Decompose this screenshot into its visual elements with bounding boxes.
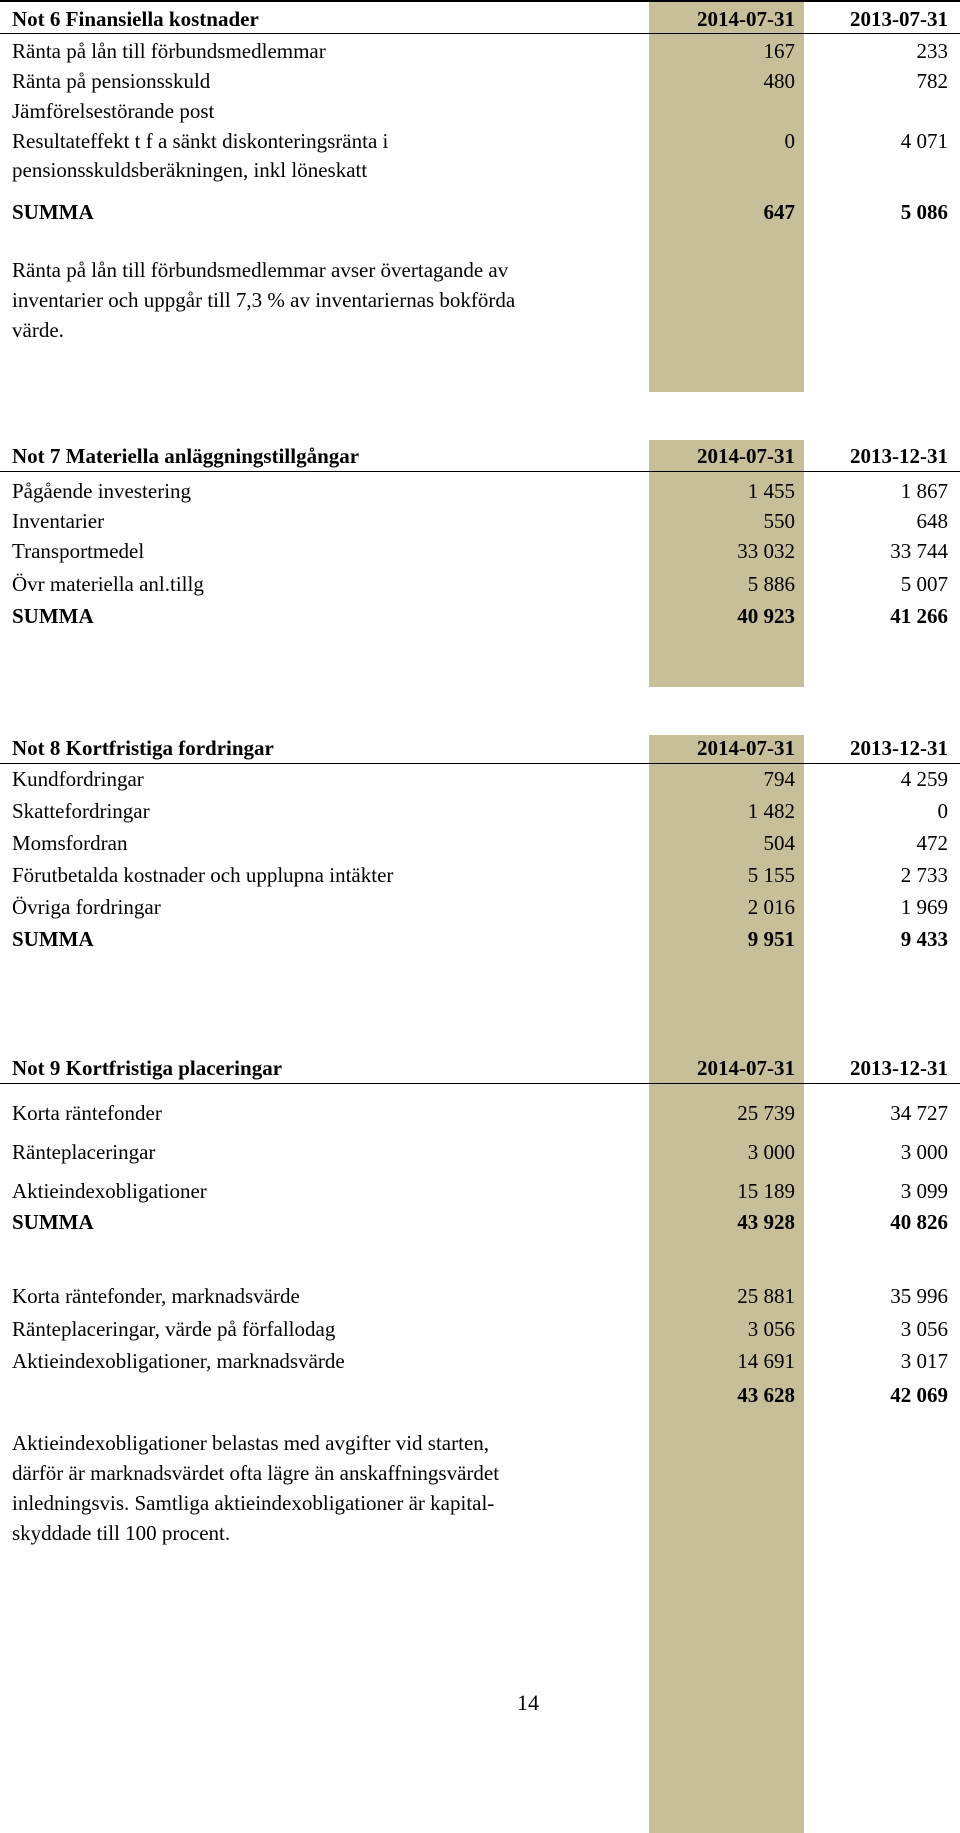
table-cell-prior: 34 727 <box>890 1101 948 1125</box>
market-cell-current: 3 056 <box>747 1317 795 1341</box>
table-cell-prior: 233 <box>916 39 948 63</box>
table-cell-prior: 0 <box>937 799 948 823</box>
table-cell-prior: 3 000 <box>900 1140 948 1164</box>
sum-current: 9 951 <box>747 927 795 951</box>
table-row-label: Kundfordringar <box>12 767 144 791</box>
not8-col2-header: 2013-12-31 <box>850 736 948 760</box>
table-row-label: Ränta på lån till förbundsmedlemmar <box>12 39 326 63</box>
sum-label: SUMMA <box>12 200 94 224</box>
market-cell-prior: 3 017 <box>900 1349 948 1373</box>
not7-heading: Not 7 Materiella anläggningstillgångar <box>12 444 360 468</box>
sum-prior: 40 826 <box>890 1210 948 1234</box>
table-row-label: Korta räntefonder <box>12 1101 162 1125</box>
header-rule <box>0 763 960 764</box>
sum-current: 43 928 <box>737 1210 795 1234</box>
sum-prior: 9 433 <box>900 927 948 951</box>
table-row-label: Aktieindexobligationer <box>12 1179 207 1203</box>
not6-col1-header: 2014-07-31 <box>697 7 795 31</box>
sum-label: SUMMA <box>12 927 94 951</box>
table-cell-prior: 3 099 <box>900 1179 948 1203</box>
table-cell-current: 3 000 <box>747 1140 795 1164</box>
table-row-label: Skattefordringar <box>12 799 150 823</box>
sum-prior: 41 266 <box>890 604 948 628</box>
table-row-label: Övr materiella anl.tillg <box>12 572 204 596</box>
table-cell-prior: 4 071 <box>900 129 948 153</box>
market-cell-current: 25 881 <box>737 1284 795 1308</box>
header-rule <box>0 471 960 472</box>
table-row-label: Resultateffekt t f a sänkt diskonteringsränta i <box>12 129 389 153</box>
header-rule <box>0 1083 960 1084</box>
note-line: värde. <box>12 318 64 342</box>
table-row-label: Pågående investering <box>12 479 192 503</box>
table-cell-current: 33 032 <box>737 539 795 563</box>
table-cell-prior: 782 <box>916 69 948 93</box>
market-cell-prior: 35 996 <box>890 1284 948 1308</box>
table-row-label: pensionsskuldsberäkningen, inkl löneskatt <box>12 158 368 182</box>
table-cell-current: 1 482 <box>747 799 795 823</box>
not9-col2-header: 2013-12-31 <box>850 1056 948 1080</box>
not8-heading: Not 8 Kortfristiga fordringar <box>12 736 274 760</box>
table-cell-current: 480 <box>763 69 795 93</box>
sum-label: SUMMA <box>12 1210 94 1234</box>
table-cell-prior: 1 867 <box>900 479 948 503</box>
table-cell-prior: 648 <box>916 509 948 533</box>
not7-col1-header: 2014-07-31 <box>697 444 795 468</box>
sum-current: 40 923 <box>737 604 795 628</box>
market-cell-prior: 3 056 <box>900 1317 948 1341</box>
table-cell-current: 550 <box>763 509 795 533</box>
table-cell-prior: 472 <box>916 831 948 855</box>
table-cell-current: 504 <box>763 831 795 855</box>
table-cell-current: 1 455 <box>747 479 795 503</box>
note-line: Ränta på lån till förbundsmedlemmar avser övertagande av <box>12 258 509 282</box>
market-row-label: Korta räntefonder, marknadsvärde <box>12 1284 300 1308</box>
table-cell-current: 5 155 <box>747 863 795 887</box>
market-total-current: 43 628 <box>737 1383 795 1407</box>
not6-heading: Not 6 Finansiella kostnader <box>12 7 259 31</box>
not9-col1-header: 2014-07-31 <box>697 1056 795 1080</box>
table-cell-prior: 5 007 <box>900 572 948 596</box>
market-row-label: Aktieindexobligationer, marknadsvärde <box>12 1349 345 1373</box>
table-row-label: Inventarier <box>12 509 105 533</box>
table-cell-prior: 33 744 <box>890 539 948 563</box>
note-line: Aktieindexobligationer belastas med avgifter vid starten, <box>12 1431 490 1455</box>
not8-col1-header: 2014-07-31 <box>697 736 795 760</box>
table-cell-current: 2 016 <box>747 895 795 919</box>
table-row-label: Ränta på pensionsskuld <box>12 69 211 93</box>
not6-col2-header: 2013-07-31 <box>850 7 948 31</box>
note-line: skyddade till 100 procent. <box>12 1521 231 1545</box>
not7-col2-header: 2013-12-31 <box>850 444 948 468</box>
note-line: därför är marknadsvärdet ofta lägre än anskaffningsvärdet <box>12 1461 500 1485</box>
sum-current: 647 <box>763 200 795 224</box>
not9-note <box>12 1428 632 1548</box>
header-rule <box>0 33 960 34</box>
table-row-label: Ränteplaceringar <box>12 1140 156 1164</box>
table-cell-current: 5 886 <box>747 572 795 596</box>
table-cell-current: 15 189 <box>737 1179 795 1203</box>
table-cell-current: 25 739 <box>737 1101 795 1125</box>
table-row-label: Jämförelsestörande post <box>12 99 215 123</box>
table-row-label: Momsfordran <box>12 831 128 855</box>
table-row-label: Förutbetalda kostnader och upplupna intäkter <box>12 863 394 887</box>
sum-label: SUMMA <box>12 604 94 628</box>
note-line: inledningsvis. Samtliga aktieindexobligationer är kapital- <box>12 1491 495 1515</box>
table-cell-prior: 4 259 <box>900 767 948 791</box>
sum-prior: 5 086 <box>900 200 948 224</box>
table-row-label: Transportmedel <box>12 539 145 563</box>
table-cell-prior: 2 733 <box>900 863 948 887</box>
not9-heading: Not 9 Kortfristiga placeringar <box>12 1056 283 1080</box>
market-cell-current: 14 691 <box>737 1349 795 1373</box>
table-cell-current: 167 <box>763 39 795 63</box>
table-cell-current: 0 <box>784 129 795 153</box>
table-cell-current: 794 <box>763 767 795 791</box>
table-top-rule <box>0 0 960 2</box>
note-line: inventarier och uppgår till 7,3 % av inventariernas bokförda <box>12 288 516 312</box>
page-number: 14 <box>517 1690 539 1715</box>
table-cell-prior: 1 969 <box>900 895 948 919</box>
table-row-label: Övriga fordringar <box>12 895 161 919</box>
market-total-prior: 42 069 <box>890 1383 948 1407</box>
not6-note <box>12 255 632 345</box>
market-row-label: Ränteplaceringar, värde på förfallodag <box>12 1317 336 1341</box>
